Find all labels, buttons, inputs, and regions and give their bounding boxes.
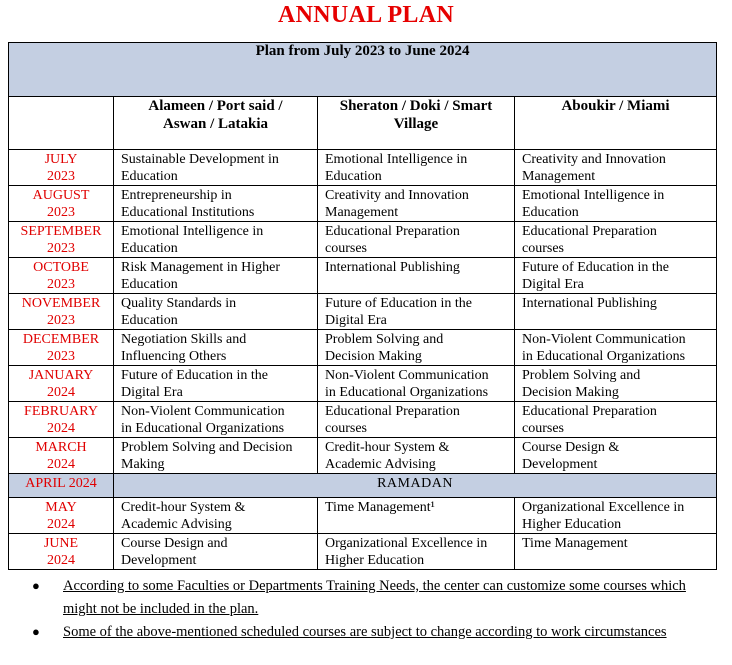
note-item: [32, 621, 692, 644]
month-year: 2024: [47, 385, 75, 400]
month-cell: [9, 186, 114, 222]
course-cell-line: courses: [522, 421, 564, 436]
course-cell: [114, 498, 318, 534]
month-name: JANUARY: [28, 368, 94, 383]
month-name: NOVEMBER: [21, 296, 101, 311]
course-cell-line: courses: [522, 241, 564, 256]
table-row: [9, 498, 717, 534]
course-cell-line: Educational Preparation: [522, 224, 657, 239]
course-cell-line: Education: [121, 241, 178, 256]
plan-body: [9, 150, 717, 570]
course-cell-line: Education: [121, 313, 178, 328]
course-cell: [114, 258, 318, 294]
course-cell-line: Education: [121, 169, 178, 184]
course-cell-line: in Educational Organizations: [522, 349, 686, 364]
course-cell: [318, 438, 515, 474]
course-cell-line: Credit-hour System &: [121, 500, 246, 515]
course-cell-line: Decision Making: [325, 349, 422, 364]
course-cell-line: Digital Era: [522, 277, 584, 292]
page-title: ANNUAL PLAN: [278, 2, 454, 28]
column-header-line: Sheraton / Doki / Smart: [339, 98, 493, 114]
course-cell-line: Digital Era: [121, 385, 183, 400]
month-year: 2024: [47, 421, 75, 436]
column-header-aboukir: [515, 97, 717, 150]
course-cell-line: Educational Preparation: [325, 224, 460, 239]
month-year: 2023: [47, 313, 75, 328]
course-cell-line: Digital Era: [325, 313, 387, 328]
table-row: [9, 438, 717, 474]
course-cell-line: in Educational Organizations: [121, 421, 285, 436]
column-header-alameen: [114, 97, 318, 150]
note-text: According to some Faculties or Departments Training Needs, the center can customize some courses which might not be included in the plan.: [63, 578, 686, 617]
ramadan-row: [9, 474, 717, 498]
course-cell-line: Problem Solving and: [325, 332, 444, 347]
month-name: DECEMBER: [22, 332, 100, 347]
course-cell: [318, 186, 515, 222]
month-year: 2023: [47, 169, 75, 184]
table-row: [9, 258, 717, 294]
course-cell-line: Educational Institutions: [121, 205, 255, 220]
course-cell: [515, 330, 717, 366]
column-header-line: Aswan / Latakia: [162, 116, 269, 132]
month-cell: [9, 534, 114, 570]
month-name: SEPTEMBER: [20, 224, 102, 239]
month-year: 2024: [47, 457, 75, 472]
course-cell-line: Course Design &: [522, 440, 620, 455]
course-cell-line: Sustainable Development in: [121, 152, 279, 167]
course-cell: [515, 150, 717, 186]
month-cell: [9, 366, 114, 402]
month-name: JULY: [44, 152, 78, 167]
month-name: MARCH: [35, 440, 87, 455]
table-row: [9, 186, 717, 222]
course-cell-line: Future of Education in the: [522, 260, 669, 275]
course-cell: [318, 258, 515, 294]
course-cell: [318, 498, 515, 534]
annual-plan-table: [8, 42, 717, 570]
month-year: 2024: [47, 553, 75, 568]
course-cell-line: Negotiation Skills and: [121, 332, 247, 347]
course-cell: [318, 222, 515, 258]
course-cell: [515, 294, 717, 330]
course-cell-line: Making: [121, 457, 165, 472]
course-cell-line: Problem Solving and Decision: [121, 440, 293, 455]
course-cell-line: Decision Making: [522, 385, 619, 400]
course-cell-line: Time Management: [522, 536, 628, 551]
course-cell-line: courses: [325, 241, 367, 256]
course-cell: [318, 330, 515, 366]
course-cell-line: Emotional Intelligence in: [522, 188, 665, 203]
course-cell-line: Academic Advising: [121, 517, 232, 532]
table-row: [9, 534, 717, 570]
course-cell-line: Risk Management in Higher: [121, 260, 281, 275]
course-cell: [114, 438, 318, 474]
course-cell-line: Credit-hour System &: [325, 440, 450, 455]
course-cell: [515, 186, 717, 222]
course-cell-line: Course Design and: [121, 536, 228, 551]
month-name: JUNE: [43, 536, 79, 551]
course-cell: [318, 534, 515, 570]
table-row: [9, 294, 717, 330]
course-cell: [114, 150, 318, 186]
course-cell-line: Non-Violent Communication: [522, 332, 686, 347]
course-cell-line: Future of Education in the: [121, 368, 268, 383]
course-cell: [318, 294, 515, 330]
month-name: OCTOBE: [33, 260, 89, 275]
month-year: 2023: [47, 205, 75, 220]
course-cell-line: Problem Solving and: [522, 368, 641, 383]
table-row: [9, 402, 717, 438]
month-name: FEBRUARY: [24, 404, 98, 419]
bullet-icon: ●: [32, 624, 40, 639]
month-name: MAY: [45, 500, 77, 515]
course-cell: [114, 186, 318, 222]
plan-banner: Plan from July 2023 to June 2024: [9, 43, 717, 97]
course-cell-line: Emotional Intelligence in: [325, 152, 468, 167]
course-cell-line: Educational Preparation: [522, 404, 657, 419]
course-cell-line: Organizational Excellence in: [522, 500, 685, 515]
column-header-sheraton: [318, 97, 515, 150]
course-cell-line: Higher Education: [325, 553, 425, 568]
table-row: [9, 150, 717, 186]
month-year: 2023: [47, 241, 75, 256]
course-cell: [114, 294, 318, 330]
ramadan-label: RAMADAN: [114, 474, 717, 498]
month-year: 2024: [47, 517, 75, 532]
month-cell: APRIL 2024: [9, 474, 114, 498]
course-cell: [114, 402, 318, 438]
course-cell: [114, 534, 318, 570]
course-cell-line: Influencing Others: [121, 349, 227, 364]
course-cell: [515, 258, 717, 294]
course-cell-line: Development: [522, 457, 598, 472]
course-cell-line: Education: [325, 169, 382, 184]
column-header-line: Village: [393, 116, 439, 132]
column-header-row: [9, 97, 717, 150]
course-cell: [515, 438, 717, 474]
column-header-line: Aboukir / Miami: [561, 98, 670, 114]
course-cell-line: Non-Violent Communication: [325, 368, 489, 383]
month-year: 2023: [47, 277, 75, 292]
course-cell-line: in Educational Organizations: [325, 385, 489, 400]
bullet-icon: ●: [32, 578, 40, 593]
course-cell: [515, 222, 717, 258]
course-cell-line: Academic Advising: [325, 457, 436, 472]
note-text: Some of the above-mentioned scheduled courses are subject to change according to work circumstances: [63, 624, 667, 640]
course-cell: [318, 366, 515, 402]
month-cell: [9, 150, 114, 186]
course-cell-line: Creativity and Innovation: [325, 188, 469, 203]
course-cell: [515, 498, 717, 534]
course-cell-line: Higher Education: [522, 517, 622, 532]
course-cell: [114, 366, 318, 402]
course-cell-line: Non-Violent Communication: [121, 404, 285, 419]
table-row: [9, 222, 717, 258]
month-cell: [9, 402, 114, 438]
course-cell: [114, 330, 318, 366]
course-cell: [318, 402, 515, 438]
course-cell: [114, 222, 318, 258]
course-cell-line: Quality Standards in: [121, 296, 237, 311]
course-cell-line: International Publishing: [325, 260, 460, 275]
course-cell: [515, 534, 717, 570]
course-cell-line: Emotional Intelligence in: [121, 224, 264, 239]
plan-banner-row: [9, 43, 717, 97]
course-cell-line: Future of Education in the: [325, 296, 472, 311]
course-cell-line: Time Management¹: [325, 500, 435, 515]
course-cell-line: Education: [522, 205, 579, 220]
month-cell: [9, 498, 114, 534]
course-cell-line: Organizational Excellence in: [325, 536, 488, 551]
note-item: [32, 575, 692, 620]
month-cell: [9, 294, 114, 330]
month-name: AUGUST: [32, 188, 90, 203]
course-cell-line: Development: [121, 553, 197, 568]
notes-list: [32, 575, 692, 645]
course-cell-line: Entrepreneurship in: [121, 188, 232, 203]
month-cell: [9, 330, 114, 366]
course-cell-line: courses: [325, 421, 367, 436]
table-row: [9, 366, 717, 402]
course-cell-line: Education: [121, 277, 178, 292]
course-cell-line: International Publishing: [522, 296, 657, 311]
month-cell: [9, 438, 114, 474]
month-cell: [9, 258, 114, 294]
month-cell: [9, 222, 114, 258]
month-year: 2023: [47, 349, 75, 364]
month-column-header: [9, 97, 114, 150]
course-cell: [515, 366, 717, 402]
column-header-line: Alameen / Port said /: [148, 98, 283, 114]
course-cell: [318, 150, 515, 186]
course-cell-line: Management: [325, 205, 399, 220]
course-cell-line: Management: [522, 169, 596, 184]
course-cell-line: Creativity and Innovation: [522, 152, 666, 167]
course-cell-line: Educational Preparation: [325, 404, 460, 419]
table-row: [9, 330, 717, 366]
course-cell: [515, 402, 717, 438]
